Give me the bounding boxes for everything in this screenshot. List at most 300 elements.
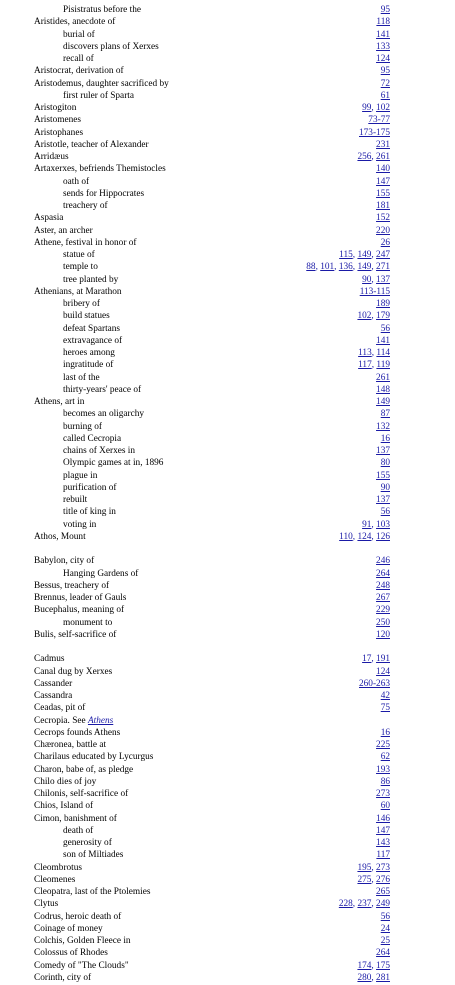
page-link[interactable]: 113 <box>358 348 372 358</box>
index-entry <box>34 151 390 163</box>
index-entry <box>34 298 390 310</box>
index-term: Olympic games at in, 1896 <box>63 458 164 469</box>
index-entry <box>34 41 390 53</box>
page-link[interactable]: 275 <box>357 874 372 885</box>
index-entry <box>34 384 390 396</box>
index-term: Brennus, leader of Gauls <box>34 593 127 603</box>
page-references <box>376 139 390 151</box>
page-link[interactable]: 225 <box>376 740 390 750</box>
page-link[interactable]: 136 <box>338 262 353 273</box>
index-term: Hanging Gardens of <box>63 568 139 579</box>
page-link[interactable]: 237 <box>357 899 372 910</box>
index-term: Babylon, city of <box>34 556 95 567</box>
index-term: Aristotle, teacher of Alexander <box>34 139 149 150</box>
page-references <box>376 629 390 641</box>
page-separator: , <box>352 899 358 910</box>
page-link[interactable]: 42 <box>380 691 390 701</box>
page-references <box>357 874 390 886</box>
page-references <box>381 78 390 90</box>
page-link[interactable]: 189 <box>376 299 390 309</box>
page-references <box>376 666 390 678</box>
index-term: Aspasia <box>34 213 64 224</box>
index-entry <box>34 359 390 371</box>
index-term: Clytus <box>34 899 59 910</box>
index-term: Arridæus <box>34 152 69 162</box>
page-link[interactable]: 147 <box>376 176 390 187</box>
page-separator: , <box>371 262 377 273</box>
index-entry <box>34 212 390 224</box>
page-link[interactable]: 191 <box>376 654 390 665</box>
page-references <box>362 102 390 114</box>
index-term: Aster, an archer <box>34 225 93 236</box>
index-term: ingratitude of <box>63 360 114 371</box>
page-link[interactable]: 16 <box>380 433 390 444</box>
page-separator: , <box>371 274 377 285</box>
page-references <box>359 127 390 139</box>
index-term: first ruler of Sparta <box>63 90 134 101</box>
index-entry <box>34 445 390 457</box>
page-references <box>376 396 390 408</box>
page-references <box>376 384 390 396</box>
index-term: Chæronea, battle at <box>34 740 107 750</box>
page-link[interactable]: 115 <box>339 250 353 260</box>
page-link[interactable]: 220 <box>376 225 390 236</box>
index-entry <box>34 960 390 972</box>
page-link[interactable]: 267 <box>376 593 390 603</box>
page-references <box>376 445 390 457</box>
index-entry <box>34 335 390 347</box>
index-term: Chilo dies of joy <box>34 776 97 787</box>
page-references <box>362 274 390 286</box>
page-link[interactable]: 102 <box>376 103 390 113</box>
index-term: Athene, festival in honor of <box>34 237 137 248</box>
page-separator: , <box>371 972 377 983</box>
page-link[interactable]: 88 <box>306 262 316 273</box>
page-link[interactable]: 73-77 <box>368 115 390 126</box>
index-term: Bulis, self-sacrifice of <box>34 629 117 640</box>
page-link[interactable]: 62 <box>380 752 390 763</box>
page-link[interactable]: 119 <box>376 360 390 371</box>
page-references <box>376 886 390 898</box>
index-entry <box>34 776 390 788</box>
page-references <box>376 555 390 567</box>
page-references <box>359 678 390 690</box>
page-link[interactable]: 250 <box>376 617 390 628</box>
cross-reference-link[interactable]: Athens <box>87 715 114 726</box>
index-term: Aristocrat, derivation of <box>34 66 124 77</box>
index-entry <box>34 947 390 959</box>
index-term: Charon, babe of, as pledge <box>34 764 134 775</box>
index-term: Pisistratus before the <box>63 5 141 15</box>
page-link[interactable]: 56 <box>380 507 390 518</box>
index-entry <box>34 188 390 200</box>
index-entry <box>34 176 390 188</box>
index-entry <box>34 555 390 567</box>
index-term: Charilaus educated by Lycurgus <box>34 752 154 763</box>
page-link[interactable]: 276 <box>376 874 390 885</box>
page-references <box>381 690 390 702</box>
page-separator: , <box>315 262 321 273</box>
page-link[interactable]: 256 <box>357 152 372 162</box>
index-entry <box>34 813 390 825</box>
page-references <box>376 29 390 41</box>
index-term: called Cecropia <box>63 433 122 444</box>
index-entry <box>34 923 390 935</box>
page-link[interactable]: 24 <box>380 923 390 934</box>
index-term: statue of <box>63 250 95 260</box>
page-link[interactable]: 118 <box>376 17 390 28</box>
index-term: build statues <box>63 311 110 322</box>
page-link[interactable]: 261 <box>376 152 390 162</box>
page-references <box>381 702 390 714</box>
index-entry <box>34 323 390 335</box>
page-link[interactable]: 26 <box>380 237 390 248</box>
index-entry <box>34 90 390 102</box>
index-term: Colossus of Rhodes <box>34 948 108 959</box>
page-link[interactable]: 264 <box>376 948 390 959</box>
page-link[interactable]: 146 <box>376 813 390 824</box>
index-term: Athens, art in <box>34 397 85 407</box>
index-entry <box>34 653 390 665</box>
index-entry <box>34 617 390 629</box>
page-separator: , <box>371 899 377 910</box>
index-entry <box>34 690 390 702</box>
index-term: last of the <box>63 372 100 383</box>
page-references <box>376 617 390 629</box>
page-references <box>362 653 390 665</box>
page-link[interactable]: 228 <box>338 899 353 910</box>
page-separator: , <box>352 262 358 273</box>
index-entry <box>34 531 390 543</box>
index-entry <box>34 310 390 322</box>
page-references <box>376 788 390 800</box>
page-link[interactable]: 261 <box>376 372 390 383</box>
index-entry <box>34 911 390 923</box>
index-entry <box>34 506 390 518</box>
page-separator: , <box>334 262 339 273</box>
page-references <box>358 359 390 371</box>
page-link[interactable]: 86 <box>380 776 390 787</box>
page-link[interactable]: 132 <box>376 421 390 432</box>
page-link[interactable]: 56 <box>380 323 390 334</box>
index-term: purification of <box>63 482 117 493</box>
index-term: Aristomenes <box>34 115 81 126</box>
page-link[interactable]: 99 <box>362 103 372 113</box>
index-entry <box>34 800 390 812</box>
page-references <box>381 323 390 335</box>
index-entry <box>34 421 390 433</box>
index-term: Athos, Mount <box>34 531 86 542</box>
page-link[interactable]: 147 <box>376 825 390 836</box>
index-entry <box>34 396 390 408</box>
page-references <box>339 898 390 910</box>
page-link[interactable]: 260-263 <box>359 678 390 689</box>
index-entry <box>34 935 390 947</box>
page-link[interactable]: 25 <box>380 936 390 946</box>
index-term: Cleomenes <box>34 874 76 885</box>
page-references <box>376 592 390 604</box>
page-link[interactable]: 155 <box>376 188 390 199</box>
page-references <box>381 911 390 923</box>
page-separator: , <box>371 960 377 971</box>
index-entry <box>34 715 390 727</box>
index-term: burning of <box>63 421 102 432</box>
index-term: Bucephalus, meaning of <box>34 605 125 616</box>
page-link[interactable]: 95 <box>380 5 390 15</box>
page-references <box>381 90 390 102</box>
page-references <box>357 862 390 874</box>
page-link[interactable]: 247 <box>376 250 390 260</box>
page-link[interactable]: 90 <box>362 274 372 285</box>
index-term: tree planted by <box>63 274 119 285</box>
page-link[interactable]: 174 <box>357 960 372 971</box>
page-link[interactable]: 149 <box>376 397 390 407</box>
page-link[interactable]: 126 <box>376 531 390 542</box>
page-references <box>360 286 390 298</box>
page-references <box>376 837 390 849</box>
page-link[interactable]: 281 <box>376 972 390 983</box>
index-term: treachery of <box>63 201 108 211</box>
index-entry <box>34 225 390 237</box>
index-entry <box>34 470 390 482</box>
page-link[interactable]: 140 <box>376 164 390 175</box>
page-link[interactable]: 80 <box>380 458 390 469</box>
index-term: Cleopatra, last of the Ptolemies <box>34 887 151 897</box>
page-references <box>376 41 390 53</box>
index-term: defeat Spartans <box>63 323 121 334</box>
page-separator: , <box>371 654 377 665</box>
page-separator: , <box>371 152 377 162</box>
page-separator: , <box>352 531 358 542</box>
index-entry <box>34 127 390 139</box>
page-references <box>339 531 390 543</box>
page-link[interactable]: 117 <box>358 360 372 371</box>
page-references <box>381 751 390 763</box>
index-entry <box>34 347 390 359</box>
page-link[interactable]: 265 <box>376 887 390 897</box>
page-link[interactable]: 91 <box>362 519 372 530</box>
page-link[interactable]: 152 <box>376 213 390 224</box>
index-entry <box>34 261 390 273</box>
index-page <box>34 4 390 984</box>
page-references <box>376 421 390 433</box>
index-term: Cassander <box>34 678 73 689</box>
page-link[interactable]: 175 <box>376 960 390 971</box>
page-link[interactable]: 102 <box>357 311 372 322</box>
page-link[interactable]: 195 <box>357 862 372 873</box>
page-separator: , <box>371 519 377 530</box>
page-references <box>376 604 390 616</box>
index-entry <box>34 53 390 65</box>
index-term: Cecrops founds Athens <box>34 727 121 738</box>
page-link[interactable]: 249 <box>376 899 390 910</box>
page-references <box>306 261 390 273</box>
page-link[interactable]: 16 <box>380 727 390 738</box>
page-link[interactable]: 133 <box>376 41 390 52</box>
page-link[interactable]: 87 <box>380 409 390 420</box>
page-link[interactable]: 103 <box>376 519 390 530</box>
page-references <box>381 4 390 16</box>
page-references <box>376 335 390 347</box>
page-link[interactable]: 273 <box>376 862 390 873</box>
page-separator: , <box>371 250 377 260</box>
page-references <box>358 347 390 359</box>
index-term: son of Miltiades <box>63 850 124 861</box>
page-link[interactable]: 264 <box>376 568 390 579</box>
page-link[interactable]: 137 <box>376 446 390 456</box>
page-link[interactable]: 72 <box>380 78 390 89</box>
index-section <box>34 4 390 543</box>
page-link[interactable]: 113-115 <box>359 286 390 297</box>
page-link[interactable]: 17 <box>362 654 372 665</box>
page-references <box>368 114 390 126</box>
page-link[interactable]: 124 <box>376 54 390 64</box>
page-references <box>376 225 390 237</box>
index-term: Coinage of money <box>34 923 103 934</box>
index-term: Bessus, treachery of <box>34 580 110 591</box>
page-link[interactable]: 231 <box>376 139 390 150</box>
index-entry <box>34 837 390 849</box>
index-entry <box>34 372 390 384</box>
index-term: Artaxerxes, befriends Themistocles <box>34 164 166 175</box>
page-link[interactable]: 141 <box>376 335 390 346</box>
page-references <box>381 506 390 518</box>
page-references <box>376 849 390 861</box>
page-link[interactable]: 124 <box>376 666 390 677</box>
index-term: Cleombrotus <box>34 862 83 873</box>
page-link[interactable]: 193 <box>376 764 390 775</box>
page-references <box>376 53 390 65</box>
page-references <box>357 310 390 322</box>
index-term: Corinth, city of <box>34 972 92 983</box>
index-entry <box>34 408 390 420</box>
index-term: Chilonis, self-sacrifice of <box>34 789 129 799</box>
page-link[interactable]: 280 <box>357 972 372 983</box>
page-link[interactable]: 60 <box>380 801 390 812</box>
page-link[interactable]: 271 <box>376 262 390 273</box>
page-link[interactable]: 229 <box>376 605 390 616</box>
page-separator: , <box>352 250 358 260</box>
page-references <box>376 739 390 751</box>
index-term: Aristides, anecdote of <box>34 17 116 28</box>
page-separator: , <box>371 311 377 322</box>
index-term: Chios, Island of <box>34 801 94 812</box>
index-term: extravagance of <box>63 335 123 346</box>
page-link[interactable]: 137 <box>376 495 390 505</box>
index-term: rebuilt <box>63 495 88 505</box>
index-term: Canal dug by Xerxes <box>34 666 113 677</box>
index-term: Codrus, heroic death of <box>34 911 122 922</box>
page-references <box>381 65 390 77</box>
index-term: sends for Hippocrates <box>63 188 145 199</box>
page-link[interactable]: 114 <box>376 348 390 358</box>
page-references <box>381 482 390 494</box>
index-entry <box>34 678 390 690</box>
page-references <box>376 176 390 188</box>
page-link[interactable]: 148 <box>376 384 390 395</box>
index-entry <box>34 874 390 886</box>
page-link[interactable]: 143 <box>376 838 390 848</box>
page-link[interactable]: 120 <box>376 629 390 640</box>
page-references <box>339 249 390 261</box>
page-references <box>381 237 390 249</box>
page-references <box>381 433 390 445</box>
page-references <box>376 494 390 506</box>
index-entry <box>34 29 390 41</box>
index-term: Colchis, Golden Fleece in <box>34 936 131 946</box>
page-link[interactable]: 141 <box>376 29 390 40</box>
section-gap <box>34 641 390 653</box>
page-link[interactable]: 155 <box>376 470 390 481</box>
page-references <box>357 972 390 984</box>
page-link[interactable]: 273 <box>376 789 390 799</box>
page-link[interactable]: 117 <box>376 850 390 861</box>
index-term: Comedy of "The Clouds" <box>34 960 129 971</box>
page-separator: , <box>371 531 377 542</box>
index-entry <box>34 286 390 298</box>
index-term: Aristodemus, daughter sacrificed by <box>34 78 169 89</box>
page-separator: , <box>371 103 377 113</box>
index-entry <box>34 237 390 249</box>
page-link[interactable]: 149 <box>357 250 372 260</box>
index-term: Cimon, banishment of <box>34 813 117 824</box>
page-link[interactable]: 248 <box>376 580 390 591</box>
index-entry <box>34 666 390 678</box>
index-entry <box>34 163 390 175</box>
page-link[interactable]: 181 <box>376 201 390 211</box>
page-link[interactable]: 173-175 <box>359 127 390 138</box>
page-references <box>376 16 390 28</box>
index-entry <box>34 580 390 592</box>
page-references <box>376 568 390 580</box>
page-references <box>376 580 390 592</box>
index-entry <box>34 65 390 77</box>
page-link[interactable]: 75 <box>380 703 390 714</box>
page-references <box>376 813 390 825</box>
page-references <box>376 298 390 310</box>
index-entry <box>34 825 390 837</box>
index-entry <box>34 494 390 506</box>
page-link[interactable]: 137 <box>376 274 390 285</box>
index-term: Ceadas, pit of <box>34 703 86 714</box>
page-link[interactable]: 61 <box>380 90 390 101</box>
page-link[interactable]: 149 <box>357 262 372 273</box>
page-references <box>381 457 390 469</box>
index-entry <box>34 274 390 286</box>
page-references <box>381 935 390 947</box>
page-link[interactable]: 56 <box>380 911 390 922</box>
index-entry <box>34 200 390 212</box>
index-term: bribery of <box>63 299 100 309</box>
page-references <box>376 947 390 959</box>
page-separator: , <box>371 874 377 885</box>
page-link[interactable]: 90 <box>380 482 390 493</box>
index-entry <box>34 886 390 898</box>
page-link[interactable]: 101 <box>320 262 335 273</box>
index-entry <box>34 114 390 126</box>
page-link[interactable]: 179 <box>376 311 390 322</box>
page-link[interactable]: 124 <box>357 531 372 542</box>
page-link[interactable]: 95 <box>380 66 390 77</box>
index-entry <box>34 16 390 28</box>
page-link[interactable]: 110 <box>339 531 353 542</box>
page-references <box>381 923 390 935</box>
page-link[interactable]: 246 <box>376 556 390 567</box>
index-term: Cadmus <box>34 654 65 665</box>
page-separator: , <box>371 360 377 371</box>
page-references <box>381 800 390 812</box>
index-term: oath of <box>63 176 90 187</box>
